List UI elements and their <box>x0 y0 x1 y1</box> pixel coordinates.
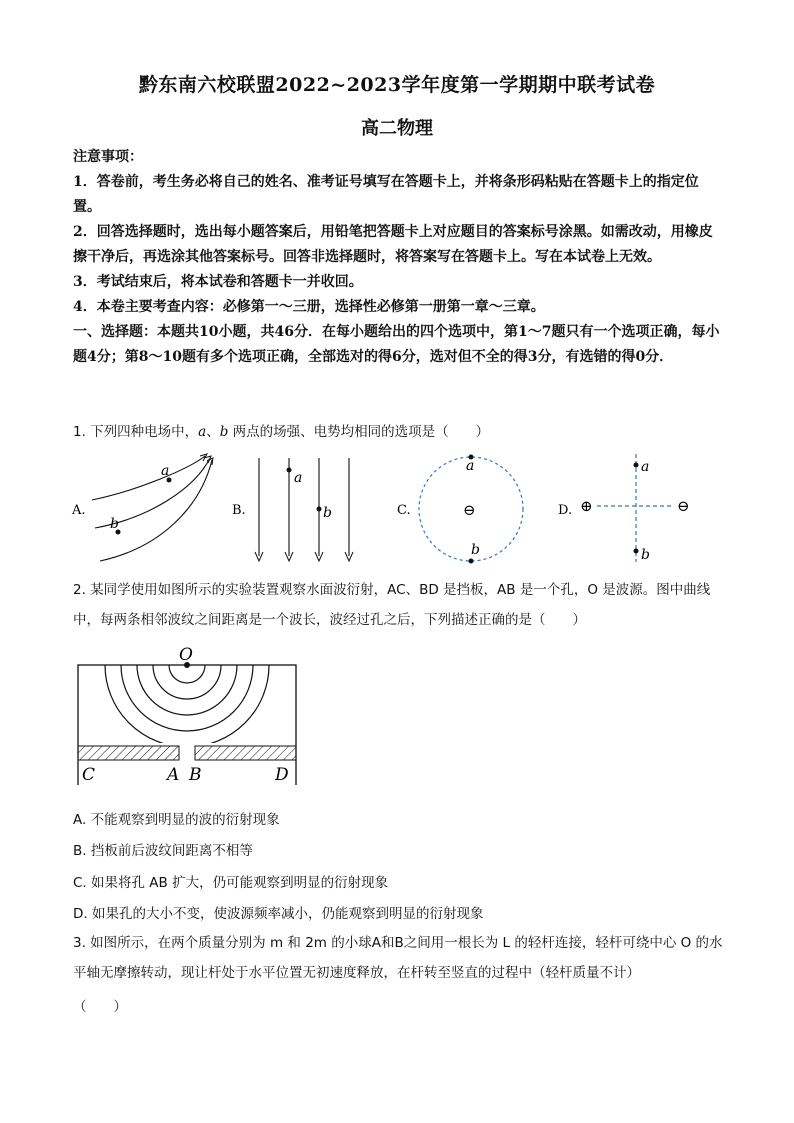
q2-fig-O: O <box>179 645 193 665</box>
q1-post: 两点的场强、电势均相同的选项是（ ） <box>228 424 490 440</box>
question-3: 3. 如图所示，在两个质量分别为 m 和 2m 的小球A和B之间用一根长为 L 的轻杆连接，轻杆可绕中心 O 的水平轴无摩擦转动，现让杆处于水平位置无初速度释放，在杆转至竖直的过程中（轻杆质量不计） <box>73 935 723 981</box>
q1-fig-a-label: a <box>161 463 170 479</box>
q1-fig-b-label: b <box>641 547 650 563</box>
q2-option-c: C. 如果将孔 AB 扩大，仍可能观察到明显的衍射现象 <box>73 875 389 891</box>
q2-fig-D: D <box>275 765 289 785</box>
minus-charge-icon: ⊖ <box>463 501 476 519</box>
q2-option-b: B. 挡板前后波纹间距离不相等 <box>73 843 253 859</box>
q3-answer-paren: （ ） <box>73 999 127 1015</box>
point-b <box>317 507 322 512</box>
point-a <box>634 463 639 468</box>
notice-item-4: 4．本卷主要考查内容：必修第一～三册，选择性必修第一册第一章～三章。 <box>73 299 545 315</box>
q2-option-d: D. 如果孔的大小不变，使波源频率减小，仍能观察到明显的衍射现象 <box>73 906 484 922</box>
q1-fig-a-label: a <box>466 458 475 474</box>
notice-item-1: 1．答卷前，考生务必将自己的姓名、准考证号填写在答题卡上，并将条形码粘贴在答题卡上的指定位置。 <box>73 174 699 215</box>
q1-mid: 、 <box>206 424 220 440</box>
q1-fig-b-label: b <box>110 516 119 532</box>
notice-block <box>73 145 725 370</box>
q1-b: b <box>219 424 229 440</box>
q1-figure <box>60 448 740 573</box>
field-line <box>92 456 205 500</box>
q2-fig-B: B <box>189 765 202 785</box>
q1-a: a <box>198 424 207 440</box>
field-line <box>100 460 212 561</box>
page-title: 黔东南六校联盟2022~2023学年度第一学期期中联考试卷 <box>138 74 656 96</box>
q2-option-a: A. 不能观察到明显的波的衍射现象 <box>73 812 280 828</box>
q2-figure <box>72 640 302 785</box>
q2-fig-A: A <box>167 765 180 785</box>
minus-charge-icon: ⊖ <box>677 497 690 515</box>
q1-fig-optC: C. <box>397 503 411 518</box>
q1-fig-optB: B. <box>232 503 246 518</box>
notice-item-3: 3．考试结束后，将本试卷和答题卡一并收回。 <box>73 274 363 290</box>
question-1 <box>73 417 725 447</box>
point-b <box>634 549 639 554</box>
q1-pre: 1. 下列四种电场中， <box>73 424 199 440</box>
q1-fig-b-label: b <box>471 542 480 558</box>
point-b <box>469 559 474 564</box>
q1-fig-b-label: b <box>323 505 332 521</box>
barrier-AC <box>78 746 179 760</box>
notice-heading: 注意事项： <box>73 149 143 165</box>
q2-fig-C: C <box>82 765 96 785</box>
section1-intro: 一、选择题：本题共10小题，共46分．在每小题给出的四个选项中，第1～7题只有一个选项正确，每小题4分；第8～10题有多个选项正确，全部选对的得6分，选对但不全的得3分，有选错的得0分． <box>73 324 720 365</box>
q1-fig-a-label: a <box>294 470 303 486</box>
point-a <box>287 468 292 473</box>
q1-fig-optA: A. <box>72 503 86 518</box>
q1-fig-optD: D. <box>558 503 573 518</box>
barrier-BD <box>195 746 296 760</box>
plus-charge-icon: ⊕ <box>580 497 593 515</box>
question-2: 2. 某同学使用如图所示的实验装置观察水面波衍射，AC、BD 是挡板，AB 是一个孔，O 是波源。图中曲线中，每两条相邻波纹之间距离是一个波长，波经过孔之后，下列描述正确的是（ ） <box>73 582 711 628</box>
notice-item-2: 2．回答选择题时，选出每小题答案后，用铅笔把答题卡上对应题目的答案标号涂黑。如需改动，用橡皮擦干净后，再选涂其他答案标号。回答非选择题时，将答案写在答题卡上。写在本试卷上无效。 <box>73 224 713 265</box>
q1-fig-a-label: a <box>641 459 650 475</box>
page-subtitle: 高二物理 <box>361 118 433 139</box>
